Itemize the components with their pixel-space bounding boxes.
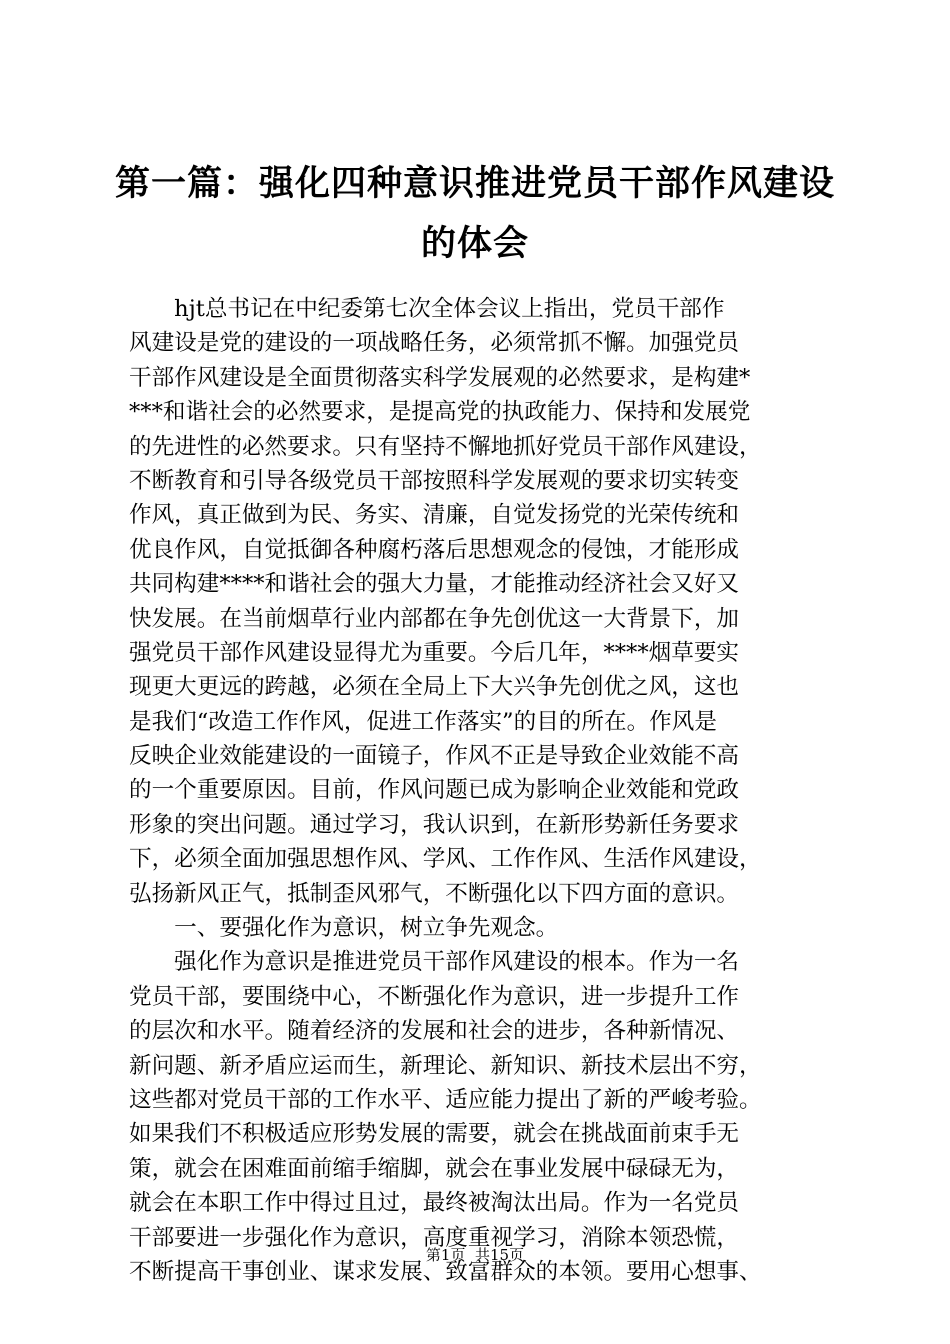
body-line: 党员干部，要围绕中心，不断强化作为意识，进一步提升工作: [129, 983, 740, 1010]
body-line: 一、要强化作为意识，树立争先观念。: [129, 915, 559, 942]
body-line: 策，就会在困难面前缩手缩脚，就会在事业发展中碌碌无为，: [129, 1155, 740, 1182]
body-line: 强化作为意识是推进党员干部作风建设的根本。作为一名: [129, 949, 740, 976]
body-line: 反映企业效能建设的一面镜子，作风不正是导致企业效能不高: [129, 743, 740, 770]
body-line: 下，必须全面加强思想作风、学风、工作作风、生活作风建设，: [129, 846, 762, 873]
body-line: 优良作风，自觉抵御各种腐朽落后思想观念的侵蚀，才能形成: [129, 536, 740, 563]
body-line: 不断教育和引导各级党员干部按照科学发展观的要求切实转变: [129, 467, 740, 494]
body-line: 的一个重要原因。目前，作风问题已成为影响企业效能和党政: [129, 777, 740, 804]
body-line: 是我们“改造工作作风，促进工作落实”的目的所在。作风是: [129, 708, 717, 735]
body-line: 不断提高干事创业、谋求发展、致富群众的本领。要用心想事、: [129, 1258, 762, 1285]
body-line: 的先进性的必然要求。只有坚持不懈地抓好党员干部作风建设，: [129, 433, 762, 460]
body-line: 如果我们不积极适应形势发展的需要，就会在挑战面前束手无: [129, 1121, 740, 1148]
document-title-line-1: 第一篇：强化四种意识推进党员干部作风建设: [114, 163, 835, 204]
body-line: 现更大更远的跨越，必须在全局上下大兴争先创优之风，这也: [129, 674, 740, 701]
body-line: 快发展。在当前烟草行业内部都在争先创优这一大背景下，加: [129, 605, 740, 632]
body-line: 共同构建****和谐社会的强大力量，才能推动经济社会又好又: [129, 571, 740, 598]
document-body: [129, 292, 869, 1289]
body-line: 强党员干部作风建设显得尤为重要。今后几年，****烟草要实: [129, 639, 740, 666]
body-line: 作风，真正做到为民、务实、清廉，自觉发扬党的光荣传统和: [129, 502, 740, 529]
body-line: 就会在本职工作中得过且过，最终被淘汰出局。作为一名党员: [129, 1190, 740, 1217]
body-line: 风建设是党的建设的一项战略任务，必须常抓不懈。加强党员: [129, 330, 740, 357]
document-title-line-2: 的体会: [420, 223, 529, 264]
body-line: 形象的突出问题。通过学习，我认识到，在新形势新任务要求: [129, 811, 740, 838]
body-line: ***和谐社会的必然要求，是提高党的执政能力、保持和发展党: [129, 399, 751, 426]
body-line: 这些都对党员干部的工作水平、适应能力提出了新的严峻考验。: [129, 1086, 762, 1113]
body-line: 的层次和水平。随着经济的发展和社会的进步，各种新情况、: [129, 1018, 740, 1045]
body-line: 干部作风建设是全面贯彻落实科学发展观的必然要求，是构建*: [129, 364, 751, 391]
body-line: 干部要进一步强化作为意识，高度重视学习，消除本领恐慌，: [129, 1224, 740, 1251]
body-line: 弘扬新风正气，抵制歪风邪气，不断强化以下四方面的意识。: [129, 880, 740, 907]
body-line: 新问题、新矛盾应运而生，新理论、新知识、新技术层出不穷，: [129, 1052, 762, 1079]
body-line: hjt总书记在中纪委第七次全体会议上指出，党员干部作: [129, 296, 725, 322]
page-footer: 第1页 共15页: [425, 1246, 525, 1264]
